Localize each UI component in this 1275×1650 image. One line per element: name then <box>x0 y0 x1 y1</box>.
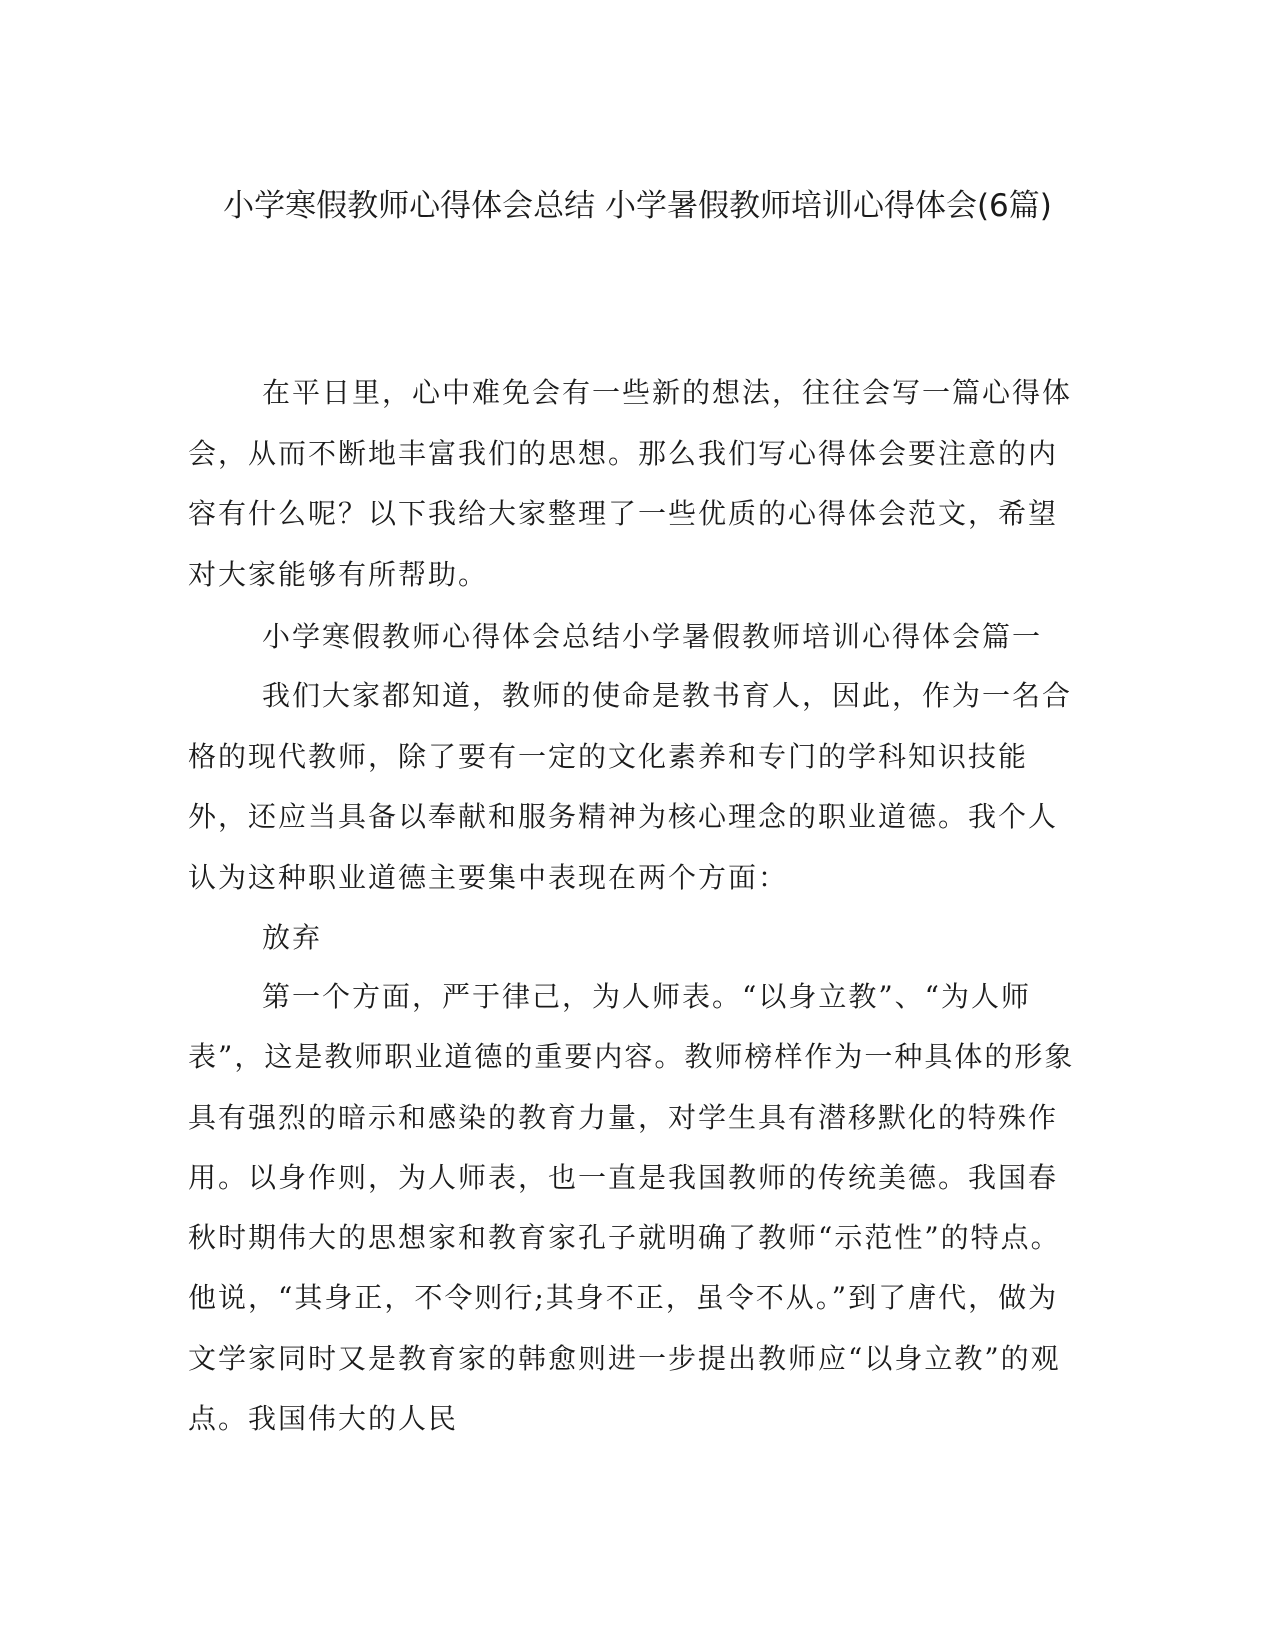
document-title: 小学寒假教师心得体会总结 小学暑假教师培训心得体会(6篇) <box>223 188 1052 224</box>
body-paragraph: 我们大家都知道，教师的使命是教书育人，因此，作为一名合格的现代教师，除了要有一定的文化素养和专门的学科知识技能外，还应当具备以奉献和服务精神为核心理念的职业道德。我个人认为这种职业道德主要集中表现在两个方面： <box>188 679 1073 894</box>
body-paragraph: 第一个方面，严于律己，为人师表。“以身立教”、“为人师表”，这是教师职业道德的重要内容。教师榜样作为一种具体的形象具有强烈的暗示和感染的教育力量，对学生具有潜移默化的特殊作用。以身作则，为人师表，也一直是我国教师的传统美德。我国春秋时期伟大的思想家和教育家孔子就明确了教师“示范性”的特点。他说，“其身正，不令则行;其身不正，虽令不从。”到了唐代，做为文学家同时又是教育家的韩愈则进一步提出教师应“以身立教”的观点。我国伟大的人民 <box>188 980 1075 1436</box>
section-heading: 小学寒假教师心得体会总结小学暑假教师培训心得体会篇一 <box>262 620 1043 653</box>
intro-paragraph: 在平日里，心中难免会有一些新的想法，往往会写一篇心得体会，从而不断地丰富我们的思想。那么我们写心得体会要注意的内容有什么呢？以下我给大家整理了一些优质的心得体会范文，希望对大家能够有所帮助。 <box>188 376 1073 591</box>
body-paragraph: 放弃 <box>262 921 323 954</box>
